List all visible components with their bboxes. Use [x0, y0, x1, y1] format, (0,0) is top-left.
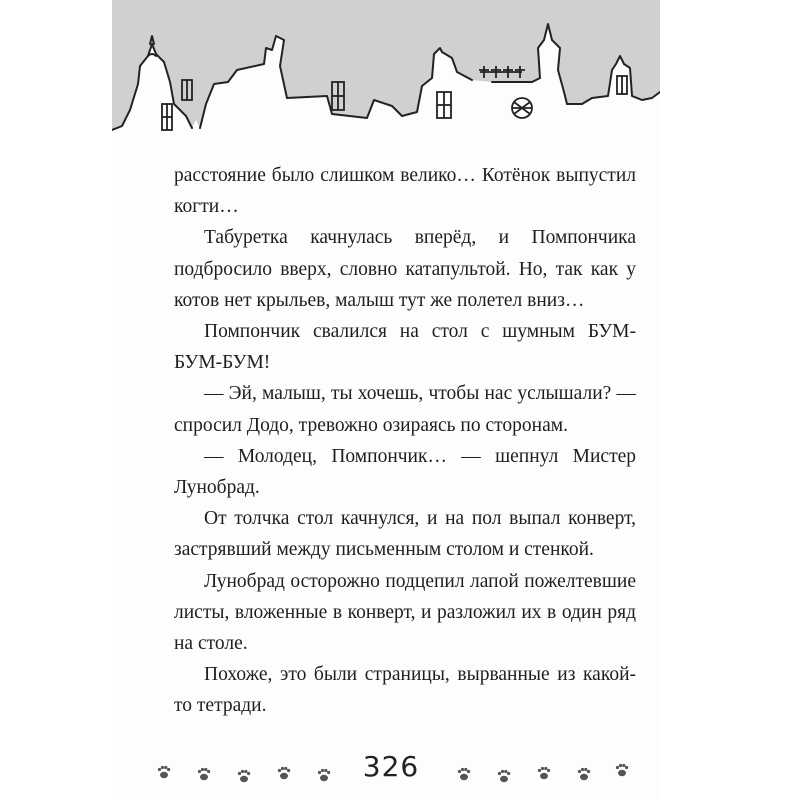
book-page	[112, 0, 660, 800]
story-text	[174, 160, 636, 722]
paw-print-icon	[458, 768, 470, 780]
paw-print-icon	[578, 768, 590, 780]
paw-print-icon	[198, 768, 210, 780]
page-number: 326	[362, 750, 420, 783]
paragraph: Похоже, это были страницы, вырванные из какой-то тетради.	[174, 664, 636, 717]
paw-print-icon	[538, 767, 550, 779]
paw-print-icon	[278, 767, 290, 779]
paragraph: — Эй, малыш, ты хочешь, чтобы нас услышали? — спросил Додо, тревожно озираясь по сторонам.	[174, 383, 636, 436]
paragraph: — Молодец, Помпончик… — шепнул Мистер Лунобрад.	[174, 445, 636, 499]
paw-print-icon	[318, 769, 330, 781]
paragraph: Табуретка качнулась вперёд, и Помпончика подбросило вверх, словно катапультой. Но, так как у котов нет крыльев, малыш тут же полетел вниз…	[174, 227, 636, 311]
rooftop-skyline-illustration	[112, 0, 660, 160]
paw-print-icon	[158, 766, 170, 778]
paragraph: расстояние было слишком велико… Котёнок выпустил когти…	[174, 165, 636, 218]
paragraph: Помпончик свалился на стол с шумным БУМ-БУМ-БУМ!	[174, 321, 636, 374]
paragraph: От толчка стол качнулся, и на пол выпал конверт, застрявший между письменным столом и стенкой.	[174, 508, 636, 561]
paw-print-icon	[238, 770, 250, 782]
paw-print-icon	[498, 770, 510, 782]
paw-print-icon	[616, 764, 628, 776]
paragraph: Лунобрад осторожно подцепил лапой пожелтевшие листы, вложенные в конверт, и разложил их в один ряд на столе.	[174, 570, 636, 655]
